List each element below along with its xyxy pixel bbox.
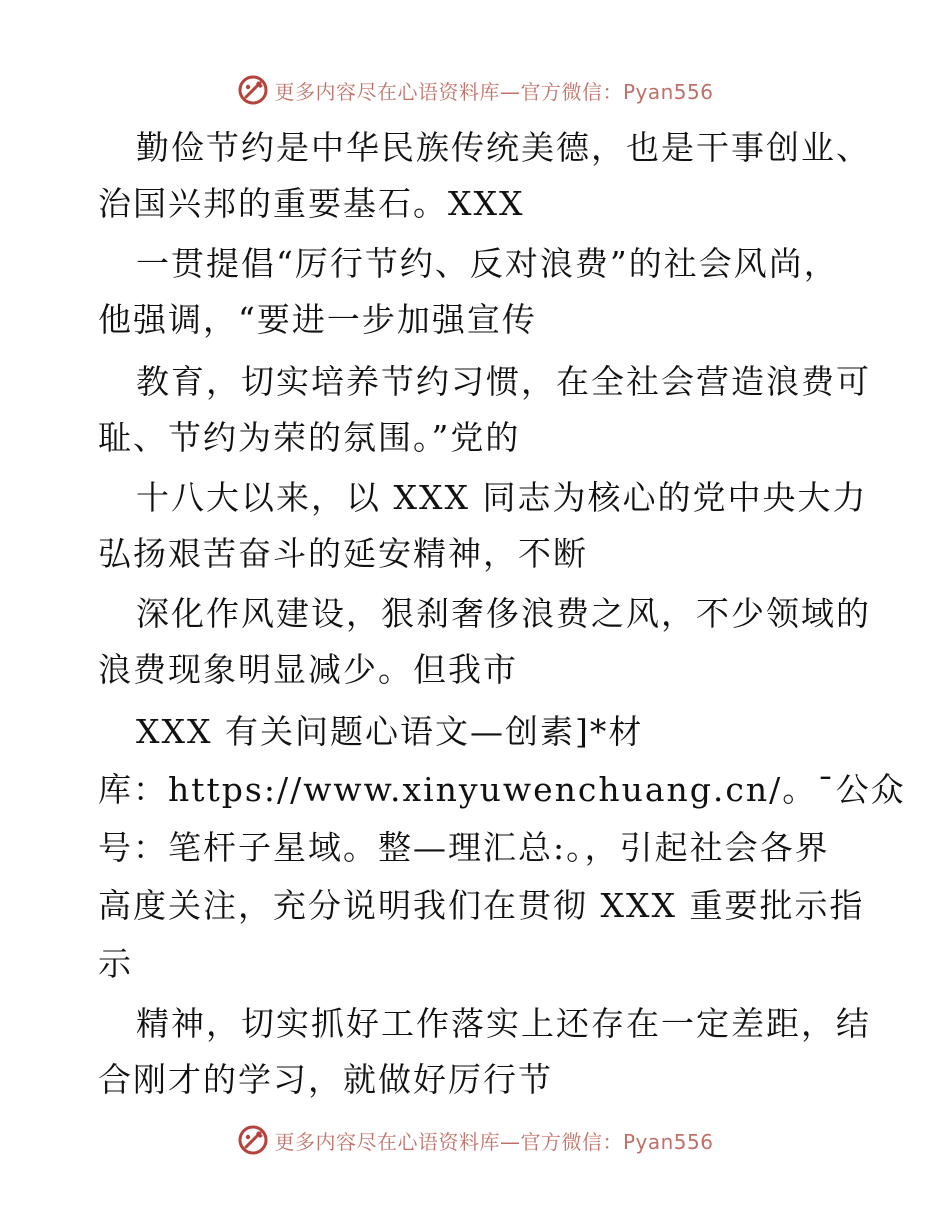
body-line: XXX 有关问题心语文—创素]*材	[136, 712, 644, 751]
footer-watermark-text: 更多内容尽在心语资料库—官方微信：Pyan556	[274, 1129, 714, 1154]
body-line: 精神，切实抓好工作落实上还存在一定差距，结	[136, 1004, 871, 1043]
body-line: 一贯提倡“厉行节约、反对浪费”的社会风尚，	[136, 244, 839, 283]
brand-logo-icon	[236, 1123, 270, 1157]
body-line: 号：笔杆子星域。整—理汇总:。，引起社会各界	[98, 828, 830, 867]
body-line: 耻、节约为荣的氛围。”党的	[98, 418, 521, 457]
body-line: 示	[98, 944, 133, 983]
body-line: 十八大以来，以 XXX 同志为核心的党中央大力	[136, 478, 868, 517]
footer-watermark-banner	[0, 1120, 950, 1160]
body-line: 浪费现象明显减少。但我市	[98, 650, 518, 689]
body-line: 高度关注，充分说明我们在贯彻 XXX 重要批示指	[98, 886, 865, 925]
body-line: 弘扬艰苦奋斗的延安精神，不断	[98, 534, 588, 573]
body-line: 深化作风建设，狠刹奢侈浪费之风，不少领域的	[136, 594, 871, 633]
body-line: 库：https://www.xinyuwenchuang.cn/。¯公众	[98, 770, 906, 809]
body-line: 教育，切实培养节约习惯，在全社会营造浪费可	[136, 362, 871, 401]
body-line: 他强调，“要进一步加强宣传	[98, 300, 537, 339]
header-watermark-text: 更多内容尽在心语资料库—官方微信：Pyan556	[274, 79, 714, 104]
body-line: 勤俭节约是中华民族传统美德，也是干事创业、	[136, 128, 871, 167]
body-line: 合刚才的学习，就做好厉行节	[98, 1060, 553, 1099]
body-line: 治国兴邦的重要基石。XXX	[98, 184, 525, 223]
